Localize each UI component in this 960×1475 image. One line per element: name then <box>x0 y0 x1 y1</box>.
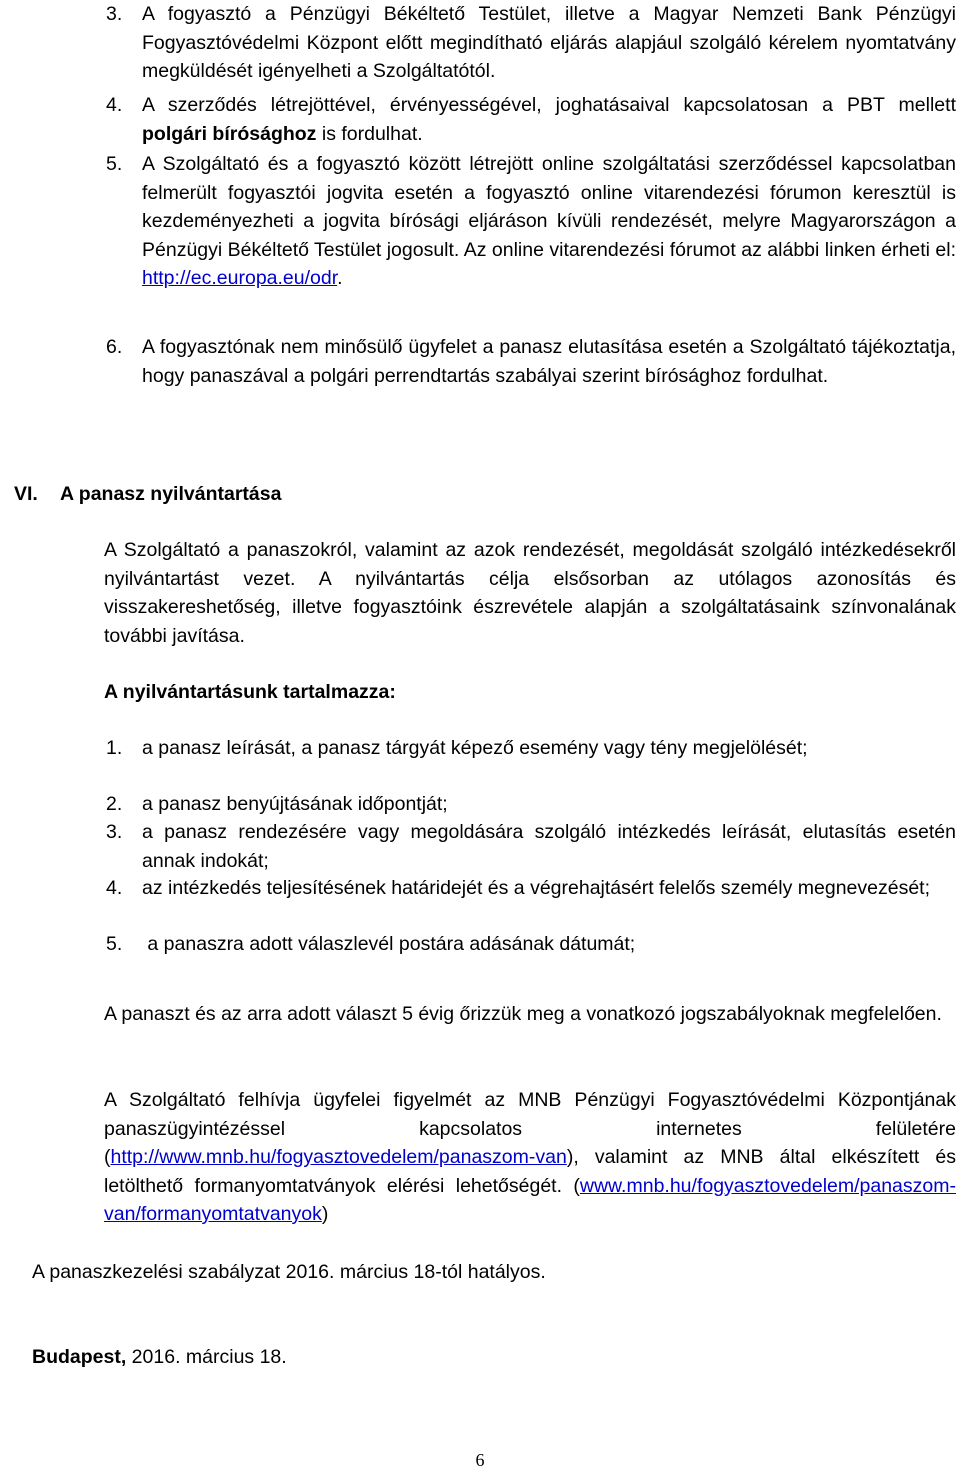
text-segment: A Szolgáltató és a fogyasztó között létrejött online szolgáltatási szerződéssel kapcsolatban felmerült fogyasztói jogvita esetén a fogyasztó online vitarendezési fórumon keresztül is kezdeményezheti a jogvita bírósági eljáráson kívüli rendezését, melyre Magyarországon a Pénzügyi Békéltető Testület jogosult. Az online vitarendezési fórumot az alábbi linken érheti el: <box>142 153 956 261</box>
list-number: 3. <box>106 3 123 25</box>
list-number: 4. <box>106 877 123 899</box>
retention-paragraph: A panaszt és az arra adott választ 5 évig őrizzük meg a vonatkozó jogszabályoknak megfelelően. <box>104 1003 942 1025</box>
list-item-4 <box>106 91 956 148</box>
text-segment: . <box>337 267 343 289</box>
list-item-3 <box>106 0 956 86</box>
list-item-5 <box>106 150 956 293</box>
text-segment: is fordulhat. <box>316 122 423 145</box>
list-text: az intézkedés teljesítésének határidejét és a végrehajtásért felelős személy megnevezését; <box>142 877 931 899</box>
list-number: 4. <box>106 94 123 116</box>
text-segment: ), valamint az MNB által elkészített és letölthető formanyomtatványok elérési lehetőségét. ( <box>104 1146 956 1197</box>
record-item-2 <box>106 790 956 819</box>
list-text: A fogyasztó a Pénzügyi Békéltető Testület, illetve a Magyar Nemzeti Bank Pénzügyi Fogyasztóvédelmi Központ előtt megindítható eljárás alapjául szolgáló kérelem nyomtatvány megküldését igényelheti a Szolgáltatótól. <box>142 3 956 82</box>
mnb-paragraph <box>104 1086 956 1229</box>
list-text: a panasz rendezésére vagy megoldására szolgáló intézkedés leírását, elutasítás esetén annak indokát; <box>142 821 956 872</box>
record-item-1 <box>106 734 956 763</box>
section-number: VI. <box>14 483 38 505</box>
text-segment: A Szolgáltató felhívja ügyfelei figyelmét az MNB Pénzügyi Fogyasztóvédelmi Központjának panaszügyintézéssel kapcsolatos internetes felületére ( <box>104 1089 956 1168</box>
list-text <box>142 91 956 148</box>
list-item-6 <box>106 333 956 390</box>
bold-text: polgári bírósághoz <box>142 122 317 145</box>
list-number: 5. <box>106 933 123 955</box>
list-number: 2. <box>106 793 123 815</box>
list-text: A fogyasztónak nem minősülő ügyfelet a panasz elutasítása esetén a Szolgáltató tájékoztatja, hogy panaszával a polgári perrendtartás szabályai szerint bírósághoz fordulhat. <box>142 336 956 387</box>
record-item-5 <box>106 930 956 959</box>
list-heading: A nyilvántartásunk tartalmazza: <box>104 681 396 703</box>
signature-place: Budapest, <box>32 1346 127 1368</box>
mnb-forms-link[interactable]: www.mnb.hu/fogyasztovedelem/panaszom-van/formanyomtatvanyok <box>104 1174 956 1225</box>
list-text <box>142 150 956 293</box>
intro-paragraph: A Szolgáltató a panaszokról, valamint az azok rendezését, megoldását szolgáló intézkedésekről nyilvántartást vezet. A nyilvántartás célja elsősorban az utólagos azonosítás és visszakereshetőség, illetve fogyasztóink észrevétele alapján a szolgáltatásaink színvonalának további javítása. <box>104 539 956 647</box>
list-text: a panasz leírását, a panasz tárgyát képező esemény vagy tény megjelölését; <box>142 737 808 759</box>
list-number: 1. <box>106 737 123 759</box>
page-number: 6 <box>475 1450 485 1470</box>
odr-link[interactable]: http://ec.europa.eu/odr <box>142 267 338 289</box>
text-segment: ) <box>321 1203 329 1225</box>
signature-line <box>32 1343 287 1372</box>
list-number: 3. <box>106 821 123 843</box>
text-segment: A szerződés létrejöttével, érvényességével, joghatásaival kapcsolatosan a PBT mellett <box>142 94 956 116</box>
mnb-complaint-link[interactable]: http://www.mnb.hu/fogyasztovedelem/panaszom-van <box>110 1146 567 1168</box>
record-item-3 <box>106 818 956 875</box>
record-item-4 <box>106 874 956 903</box>
list-number: 5. <box>106 153 123 175</box>
effective-statement: A panaszkezelési szabályzat 2016. március 18-tól hatályos. <box>32 1261 546 1283</box>
list-text: a panasz benyújtásának időpontját; <box>142 793 448 815</box>
signature-date: 2016. március 18. <box>126 1346 287 1368</box>
section-title: A panasz nyilvántartása <box>60 483 282 505</box>
list-number: 6. <box>106 336 123 358</box>
list-text: a panaszra adott válaszlevél postára adásának dátumát; <box>142 933 636 955</box>
